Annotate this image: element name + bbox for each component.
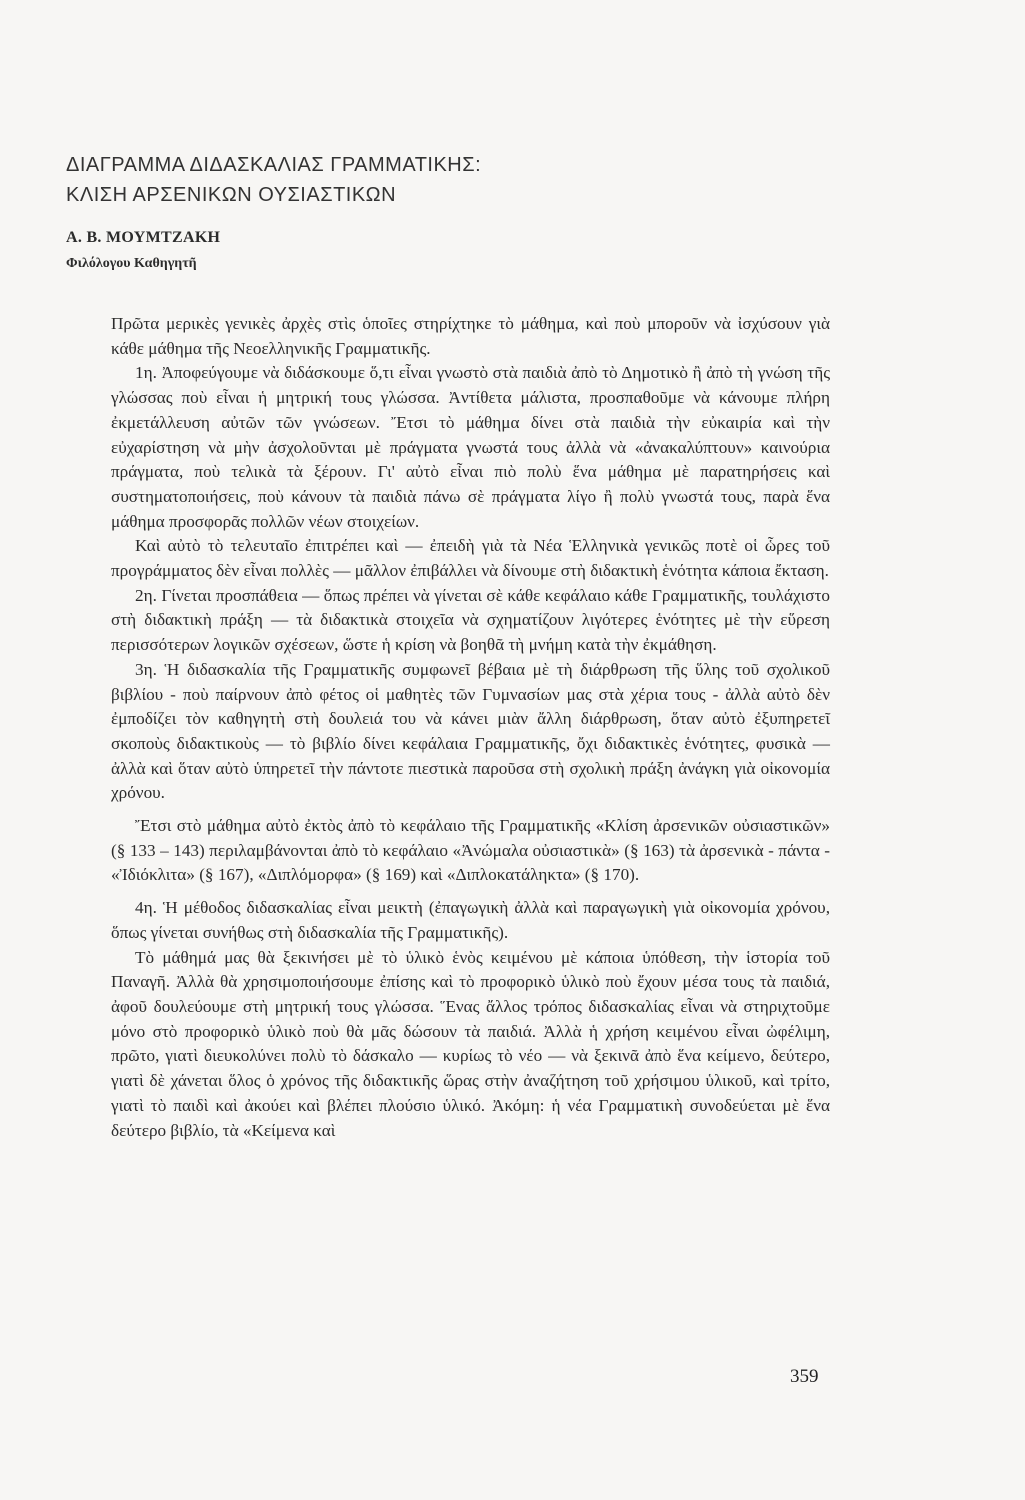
paragraph-principle-1-note: Καὶ αὐτὸ τὸ τελευταῖο ἐπιτρέπει καὶ — ἐπειδὴ γιὰ τὰ Νέα Ἑλληνικὰ γενικῶς ποτὲ οἱ ὧρες τοῦ προγράμματος δὲν εἶναι πολλὲς — μᾶλλον ἐπιβάλλει νὰ δίνουμε στὴ διδακτικὴ ἑνότητα κάποια ἔκταση.	[111, 536, 830, 581]
paragraph-principle-4: 4η. Ἡ μέθοδος διδασκαλίας εἶναι μεικτὴ (ἐπαγωγικὴ ἀλλὰ καὶ παραγωγικὴ γιὰ οἰκονομία χρόνου, ὅπως γίνεται συνήθως στὴ διδασκαλία τῆς Γραμματικῆς).	[111, 898, 830, 942]
article-body	[111, 312, 830, 1143]
paragraph-intro: Πρῶτα μερικὲς γενικὲς ἀρχὲς στὶς ὁποῖες στηρίχτηκε τὸ μάθημα, καὶ ποὺ μποροῦν νὰ ἰσχύσουν γιὰ κάθε μάθημα τῆς Νεοελληνικῆς Γραμματικῆς.	[111, 314, 830, 358]
author-role: Φιλόλογου Καθηγητῆ	[66, 256, 197, 271]
paragraph-chapter-scope: Ἔτσι στὸ μάθημα αὐτὸ ἐκτὸς ἀπὸ τὸ κεφάλαιο τῆς Γραμματικῆς «Κλίση ἀρσενικῶν οὐσιαστικῶν» (§ 133 – 143) περιλαμβάνονται ἀπὸ τὸ κεφάλαιο «Ἀνώμαλα οὐσιαστικὰ» (§ 163) τὰ ἀρσενικὰ - πάντα - «Ἰδιόκλιτα» (§ 167), «Διπλόμορφα» (§ 169) καὶ «Διπλοκατάληκτα» (§ 170).	[111, 816, 830, 885]
paragraph-principle-3: 3η. Ἡ διδασκαλία τῆς Γραμματικῆς συμφωνεῖ βέβαια μὲ τὴ διάρθρωση τῆς ὕλης τοῦ σχολικοῦ βιβλίου - ποὺ παίρνουν ἀπὸ φέτος οἱ μαθητὲς τῶν Γυμνασίων μας στὰ χέρια τους - ἀλλὰ αὐτὸ δὲν ἐμποδίζει τὸν καθηγητὴ στὴ δουλειά του νὰ κάνει μιὰν ἄλλη διάρθρωση, ὅταν αὐτὸ ἐξυπηρετεῖ σκοποὺς διδακτικοὺς — τὸ βιβλίο δίνει κεφάλαια Γραμματικῆς, ὄχι διδακτικὲς ἑνότητες, φυσικὰ — ἀλλὰ καὶ ὅταν αὐτὸ ὑπηρετεῖ τὴν πάντοτε πιεστικὰ παροῦσα στὴ σχολικὴ πράξη ἀνάγκη γιὰ οἰκονομία χρόνου.	[111, 659, 830, 803]
paragraph-principle-2: 2η. Γίνεται προσπάθεια — ὅπως πρέπει νὰ γίνεται σὲ κάθε κεφάλαιο κάθε Γραμματικῆς, τουλάχιστο στὴ διδακτικὴ πράξη — τὰ διδακτικὰ στοιχεῖα νὰ σχηματίζουν λιγότερες ἑνότητες μὲ τὴν εὕρεση περισσότερων λογικῶν σχέσεων, ὥστε ἡ κρίση νὰ βοηθᾶ τὴ μνήμη κατὰ τὴν ἐκμάθηση.	[111, 585, 830, 655]
title-line-1: ΔΙΑΓΡΑΜΜΑ ΔΙΔΑΣΚΑΛΙΑΣ ΓΡΑΜΜΑΤΙΚΗΣ:	[66, 154, 482, 176]
page-number: 359	[790, 1366, 819, 1387]
paragraph-lesson-start: Τὸ μάθημά μας θὰ ξεκινήσει μὲ τὸ ὑλικὸ ἑνὸς κειμένου μὲ κάποια ὑπόθεση, τὴν ἱστορία τοῦ Παναγῆ. Ἀλλὰ θὰ χρησιμοποιήσουμε ἐπίσης καὶ τὸ προφορικὸ ὑλικὸ ποὺ ἔχουν μέσα τους τὰ παιδιά, ἀφοῦ δουλεύουμε στὴ μητρική τους γλώσσα. Ἕνας ἄλλος τρόπος διδασκαλίας εἶναι νὰ στηριχτοῦμε μόνο στὸ προφορικὸ ὑλικὸ ποὺ θὰ μᾶς δώσουν τὰ παιδιά. Ἀλλὰ ἡ χρήση κειμένου εἶναι ὠφέλιμη, πρῶτο, γιατὶ διευκολύνει πολὺ τὸ δάσκαλο — κυρίως τὸ νέο — νὰ ξεκινᾶ ἀπὸ ἕνα κείμενο, δεύτερο, γιατὶ δὲ χάνεται ὅλος ὁ χρόνος τῆς διδακτικῆς ὥρας στὴν ἀναζήτηση τοῦ χρήσιμου ὑλικοῦ, καὶ τρίτο, γιατὶ τὸ παιδὶ καὶ ἀκούει καὶ βλέπει πλούσιο ὑλικό. Ἀκόμη: ἡ νέα Γραμματικὴ συνοδεύεται μὲ ἕνα δεύτερο βιβλίο, τὰ «Κείμενα καὶ	[111, 947, 830, 1140]
author-name: Α. Β. ΜΟΥΜΤΖΑΚΗ	[66, 229, 221, 246]
paragraph-principle-1: 1η. Ἀποφεύγουμε νὰ διδάσκουμε ὅ,τι εἶναι γνωστὸ στὰ παιδιὰ ἀπὸ τὸ Δημοτικὸ ἢ ἀπὸ τὴ γνώση τῆς γλώσσας ποὺ εἶναι ἡ μητρική τους γλώσσα. Ἀντίθετα μάλιστα, προσπαθοῦμε νὰ κάνουμε πλήρη ἐκμετάλλευση αὐτῶν τῶν γνώσεων. Ἔτσι τὸ μάθημα δίνει στὰ παιδιὰ τὴν εὐκαιρία καὶ τὴν εὐχαρίστηση νὰ μὴν ἀσχολοῦνται μὲ πράγματα γνωστά τους ἀλλὰ νὰ «ἀνακαλύπτουν» καινούρια πράγματα, ποὺ τελικὰ τὰ ξέρουν. Γι' αὐτὸ εἶναι πιὸ πολὺ ἕνα μάθημα μὲ παρατηρήσεις καὶ συστηματοποιήσεις, ποὺ κάνουν τὰ παιδιὰ πάνω σὲ πράγματα λίγο ἢ πολὺ γνωστά τους, παρὰ ἕνα μάθημα προσφορᾶς πολλῶν νέων στοιχείων.	[111, 363, 830, 531]
title-line-2: ΚΛΙΣΗ ΑΡΣΕΝΙΚΩΝ ΟΥΣΙΑΣΤΙΚΩΝ	[66, 184, 397, 206]
article-title	[66, 150, 826, 210]
